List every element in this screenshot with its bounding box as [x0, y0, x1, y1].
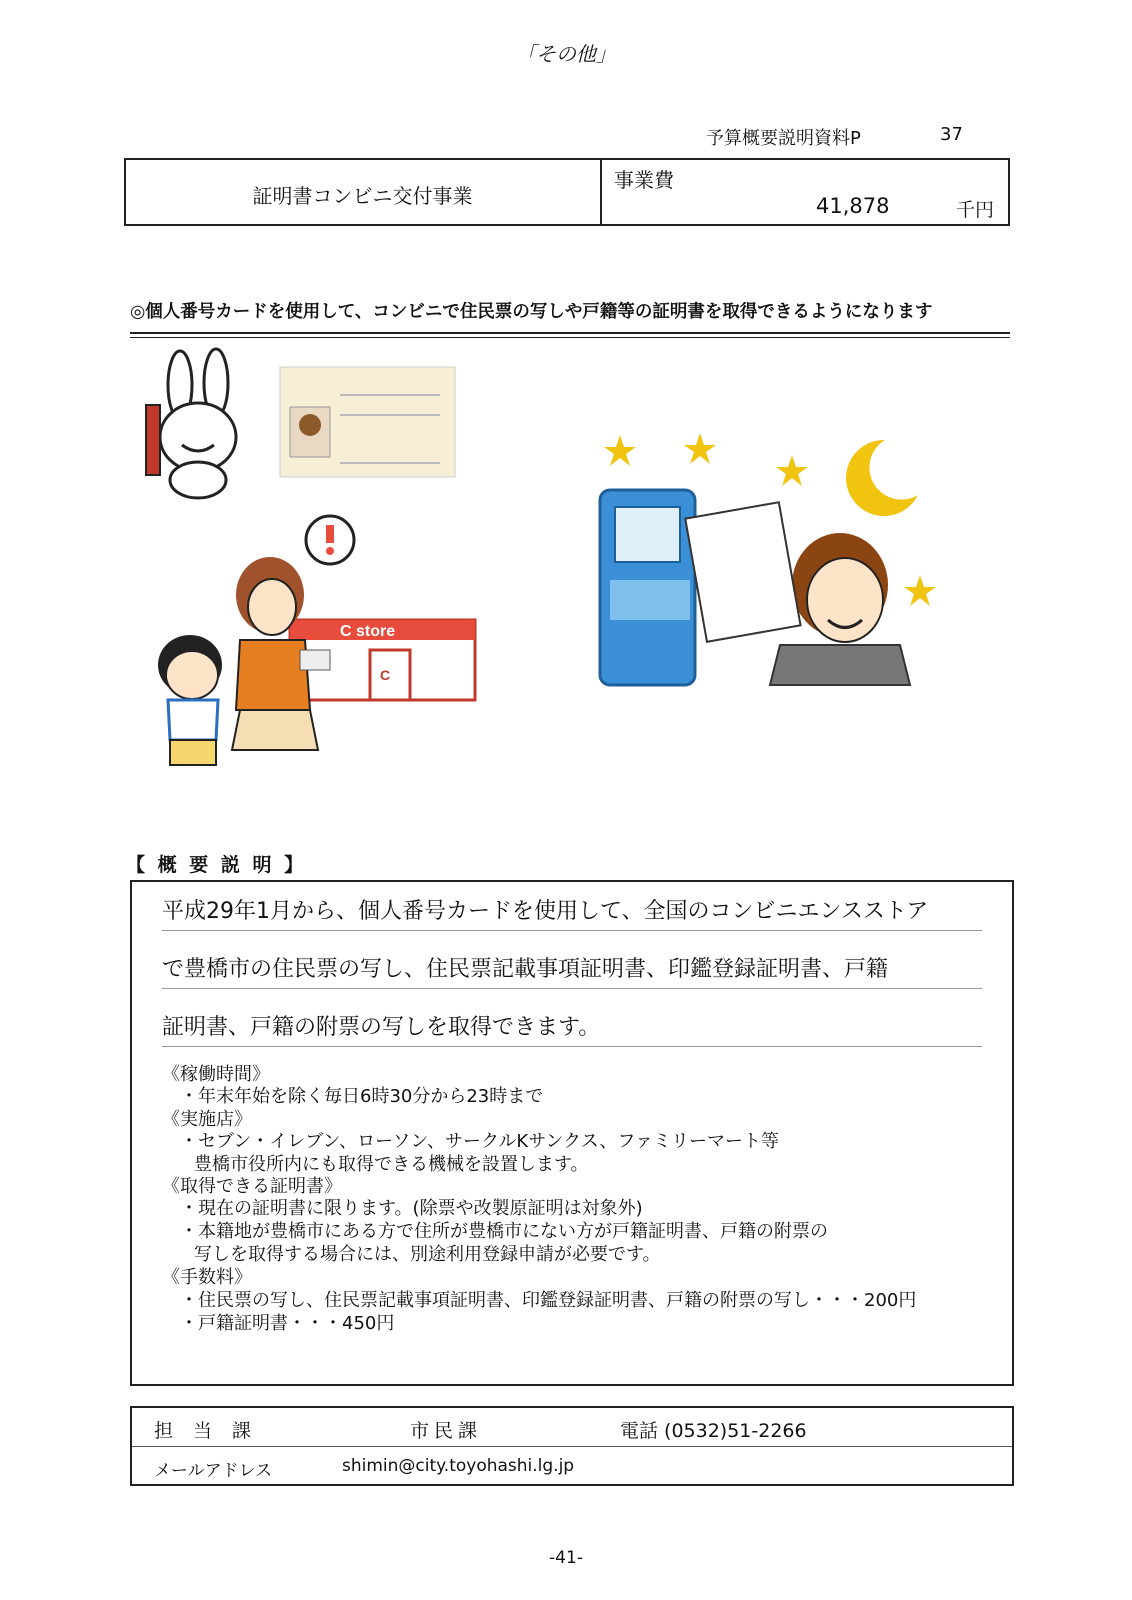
section-item: ・本籍地が豊橋市にある方で住所が豊橋市にない方が戸籍証明書、戸籍の附票の — [180, 1221, 828, 1242]
project-name: 証明書コンビニ交付事業 — [252, 184, 473, 208]
section-item: ・戸籍証明書・・・450円 — [180, 1313, 395, 1334]
store-mark: C — [380, 667, 391, 683]
page-category: 「その他」 — [516, 42, 616, 66]
cost-label: 事業費 — [614, 168, 674, 192]
section-heading-stores: 《実施店》 — [162, 1109, 252, 1130]
summary-title: 【 概 要 説 明 】 — [126, 854, 307, 876]
section-item: 豊橋市役所内にも取得できる機械を設置します。 — [194, 1154, 589, 1175]
certificate-paper — [685, 502, 800, 642]
section-heading-fees: 《手数料》 — [162, 1267, 252, 1288]
section-heading-certificates: 《取得できる証明書》 — [162, 1176, 342, 1197]
mascot-rabbit-icon — [146, 349, 236, 498]
headline: ◎個人番号カードを使用して、コンビニで住民票の写しや戸籍等の証明書を取得できるようになります — [130, 302, 933, 322]
summary-paragraph-line: 証明書、戸籍の附票の写しを取得できます。 — [162, 1010, 982, 1047]
summary-paragraph-line: で豊橋市の住民票の写し、住民票記載事項証明書、印鑑登録証明書、戸籍 — [162, 952, 982, 989]
man-with-certificate-icon — [685, 502, 910, 685]
reference-page: 37 — [940, 124, 963, 145]
section-heading-hours: 《稼働時間》 — [162, 1064, 270, 1085]
mother-figure-icon — [232, 557, 330, 750]
contact-box — [130, 1406, 1014, 1486]
cost-value: 41,878 — [816, 194, 890, 218]
id-card-icon — [280, 367, 455, 477]
section-item: ・年末年始を除く毎日6時30分から23時まで — [180, 1086, 544, 1107]
department-name: 市民課 — [410, 1420, 483, 1442]
section-item: ・現在の証明書に限ります。(除票や改製原証明は対象外) — [180, 1198, 643, 1219]
child-figure-icon — [158, 635, 222, 765]
headline-rule — [130, 337, 1010, 338]
section-item: ・住民票の写し、住民票記載事項証明書、印鑑登録証明書、戸籍の附票の写し・・・200円 — [180, 1290, 917, 1311]
headline-rule — [130, 332, 1010, 334]
email-address: shimin@city.toyohashi.lg.jp — [342, 1456, 575, 1476]
illustration — [140, 345, 960, 795]
summary-box — [130, 880, 1014, 1386]
summary-paragraph-line: 平成29年1月から、個人番号カードを使用して、全国のコンビニエンスストア — [162, 894, 982, 931]
moon-icon — [846, 440, 918, 516]
section-item: ・セブン・イレブン、ローソン、サークルKサンクス、ファミリーマート等 — [180, 1131, 779, 1152]
multifunction-kiosk-icon — [600, 490, 695, 685]
project-box — [124, 158, 1010, 226]
contact-divider — [132, 1446, 1012, 1447]
project-divider — [600, 160, 602, 224]
page-number: -41- — [549, 1548, 583, 1568]
email-label: メールアドレス — [154, 1461, 273, 1481]
exclamation-icon — [306, 516, 354, 564]
section-item: 写しを取得する場合には、別途利用登録申請が必要です。 — [194, 1244, 661, 1265]
department-label: 担当課 — [154, 1420, 272, 1442]
store-sign: C store — [340, 623, 396, 640]
cost-unit: 千円 — [956, 199, 995, 221]
reference-label: 予算概要説明資料P — [706, 128, 861, 149]
phone-number: 電話 (0532)51-2266 — [620, 1420, 807, 1442]
